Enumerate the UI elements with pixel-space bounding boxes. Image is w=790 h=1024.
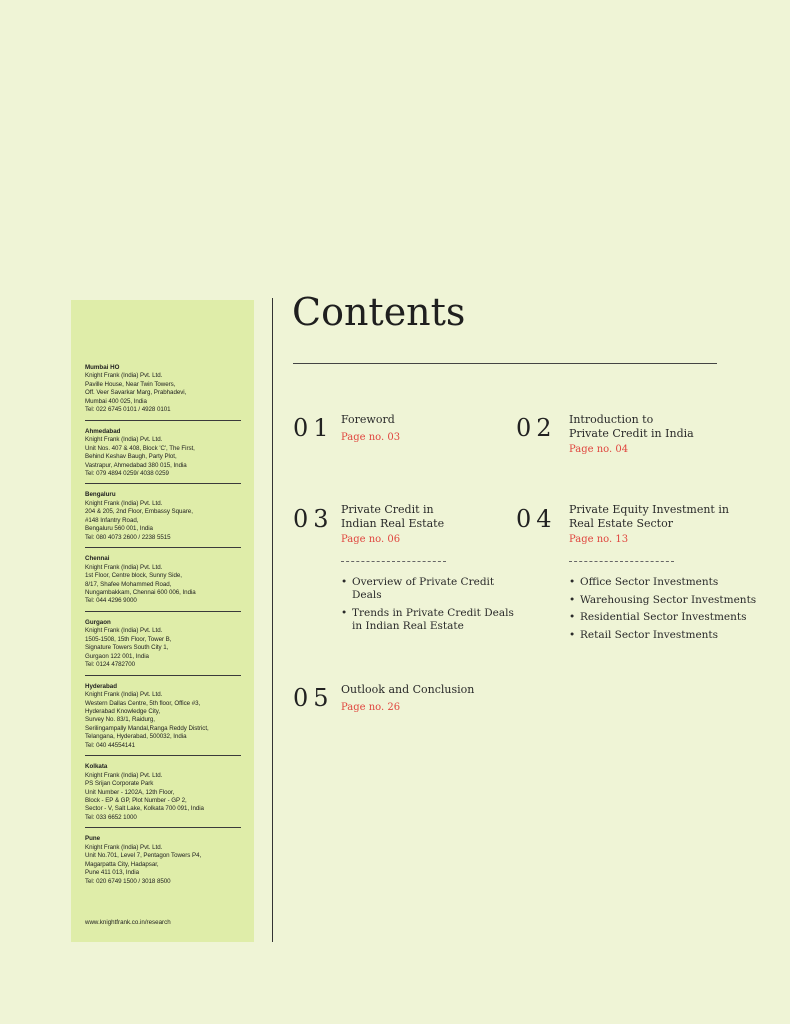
office-city: Kolkata (85, 763, 108, 771)
office-line: Behind Keshav Baugh, Party Plot, (85, 453, 177, 461)
office-line: Tel: 040 44554141 (85, 741, 136, 749)
office-city: Chennai (85, 555, 110, 563)
office-line: Serilingampally Mandal,Ranga Reddy District, (85, 724, 209, 732)
office-line: Tel: 079 4894 0259/ 4038 0259 (85, 469, 169, 477)
office-line: Tel: 033 6652 1000 (85, 813, 137, 821)
office-line: 1505-1508, 15th Floor, Tower B, (85, 635, 172, 643)
office-list (85, 362, 241, 896)
office-line: Knight Frank (India) Pvt. Ltd. (85, 436, 163, 444)
office-line: Knight Frank (India) Pvt. Ltd. (85, 843, 163, 851)
office-line: Bengaluru 560 001, India (85, 525, 153, 533)
office-line: Vastrapur, Ahmedabad 380 015, India (85, 461, 187, 469)
subsection-item[interactable]: • Warehousing Sector Investments (569, 594, 769, 607)
office-line: #148 Infantry Road, (85, 516, 139, 524)
section-number: 05 (293, 684, 334, 712)
office-entry (85, 681, 241, 757)
office-line: Tel: 022 6745 0101 / 4928 0101 (85, 406, 171, 414)
office-line: Magarpatta City, Hadapsar, (85, 860, 159, 868)
office-line: Gurgaon 122 001, India (85, 652, 149, 660)
section-number: 02 (516, 414, 557, 442)
subsection-item[interactable]: • Office Sector Investments (569, 576, 769, 589)
office-line: 8/17, Shafee Mohammed Road, (85, 580, 172, 588)
office-entry (85, 761, 241, 828)
page-title: Contents (292, 290, 466, 334)
section-number: 03 (293, 505, 334, 533)
office-line: Knight Frank (India) Pvt. Ltd. (85, 499, 163, 507)
section-title-private-credit[interactable]: Private Credit in Indian Real Estate (341, 503, 445, 530)
section-title-foreword[interactable]: Foreword (341, 413, 395, 426)
office-entry (85, 362, 241, 421)
title-rule (293, 363, 717, 364)
office-city: Pune (85, 835, 101, 843)
office-entry (85, 553, 241, 612)
office-line: Tel: 044 4296 9000 (85, 597, 137, 605)
section-page-number: Page no. 26 (341, 702, 401, 713)
office-line: Off. Veer Savarkar Marg, Prabhadevi, (85, 389, 187, 397)
office-line: Knight Frank (India) Pvt. Ltd. (85, 771, 163, 779)
section-number: 01 (293, 414, 334, 442)
office-line: Unit Nos. 407 & 408, Block 'C', The First, (85, 444, 195, 452)
office-line: Unit Number - 1202A, 12th Floor, (85, 788, 175, 796)
section-page-number: Page no. 04 (569, 444, 629, 455)
office-line: Hyderabad Knowledge City, (85, 707, 160, 715)
office-line: Unit No.701, Level 7, Pentagon Towers P4, (85, 852, 202, 860)
dashed-divider (569, 561, 674, 562)
office-line: Western Dallas Centre, 5th floor, Office #3, (85, 699, 201, 707)
office-line: Survey No. 83/1, Raidurg, (85, 716, 155, 724)
office-line: PS Srijan Corporate Park (85, 780, 154, 788)
office-line: Sector - V, Salt Lake, Kolkata 700 091, India (85, 805, 204, 813)
office-line: Knight Frank (India) Pvt. Ltd. (85, 691, 163, 699)
section-title-introduction[interactable]: Introduction to Private Credit in India (569, 413, 694, 440)
office-line: Tel: 020 6749 1500 / 3018 8500 (85, 877, 171, 885)
office-line: Knight Frank (India) Pvt. Ltd. (85, 372, 163, 380)
office-line: Nungambakkam, Chennai 600 006, India (85, 588, 196, 596)
section-page-number: Page no. 06 (341, 534, 401, 545)
office-line: Paville House, Near Twin Towers, (85, 380, 176, 388)
section-title-private-equity[interactable]: Private Equity Investment in Real Estate Sector (569, 503, 729, 530)
office-line: Mumbai 400 025, India (85, 397, 147, 405)
office-line: Telangana, Hyderabad, 500032, India (85, 733, 187, 741)
dashed-divider (341, 561, 446, 562)
section-page-number: Page no. 03 (341, 432, 401, 443)
office-entry (85, 489, 241, 548)
research-website-link[interactable]: www.knightfrank.co.in/research (85, 919, 171, 926)
office-line: Knight Frank (India) Pvt. Ltd. (85, 627, 163, 635)
office-line: Tel: 080 4073 2600 / 2238 5515 (85, 533, 171, 541)
section-page-number: Page no. 13 (569, 534, 629, 545)
office-address-panel (71, 300, 254, 942)
office-line: Tel: 0124 4782700 (85, 661, 136, 669)
subsection-list (341, 576, 521, 638)
office-entry (85, 617, 241, 676)
section-number: 04 (516, 505, 557, 533)
office-line: Knight Frank (India) Pvt. Ltd. (85, 563, 163, 571)
office-line: Block - EP & GP, Plot Number - GP 2, (85, 797, 187, 805)
office-city: Gurgaon (85, 618, 111, 626)
office-line: 1st Floor, Centre block, Sunny Side, (85, 572, 182, 580)
subsection-item[interactable]: • Retail Sector Investments (569, 629, 769, 642)
vertical-divider (272, 298, 273, 942)
office-city: Ahmedabad (85, 427, 121, 435)
office-entry (85, 426, 241, 485)
office-line: Signature Towers South City 1, (85, 644, 169, 652)
subsection-list (569, 576, 769, 647)
office-city: Hyderabad (85, 682, 117, 690)
office-city: Mumbai HO (85, 364, 120, 371)
section-title-outlook[interactable]: Outlook and Conclusion (341, 683, 475, 696)
office-line: Pune 411 013, India (85, 869, 139, 877)
office-line: 204 & 205, 2nd Floor, Embassy Square, (85, 508, 193, 516)
subsection-item[interactable]: • Overview of Private Credit Deals (341, 576, 521, 602)
subsection-item[interactable]: • Residential Sector Investments (569, 611, 769, 624)
office-city: Bengaluru (85, 491, 116, 499)
subsection-item[interactable]: • Trends in Private Credit Deals in Indian Real Estate (341, 607, 521, 633)
office-entry (85, 833, 241, 891)
